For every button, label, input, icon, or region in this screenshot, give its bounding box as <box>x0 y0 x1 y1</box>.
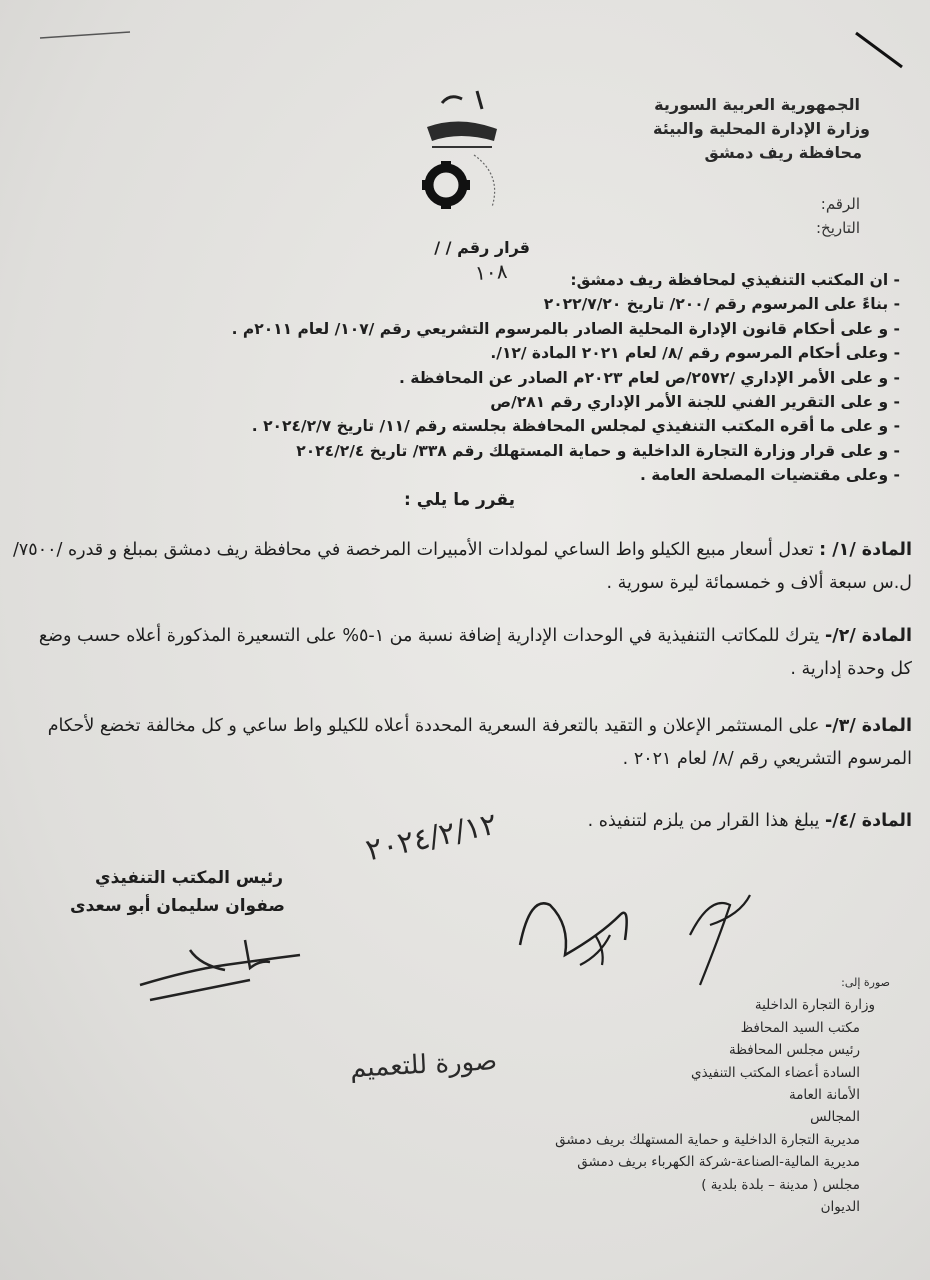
date-label: التاريخ: <box>816 219 860 237</box>
article-text: يبلغ هذا القرار من يلزم لتنفيذه . <box>587 811 820 831</box>
cc-item: السادة أعضاء المكتب التنفيذي <box>691 1064 860 1081</box>
decision-title: قرار رقم / / <box>434 238 530 257</box>
cc-item: وزارة التجارة الداخلية <box>754 997 875 1014</box>
preamble-line: - ان المكتب التنفيذي لمحافظة ريف دمشق: <box>570 271 900 289</box>
governorate-name: محافظة ريف دمشق <box>704 143 862 162</box>
preamble-line: - و على التقرير الفني للجنة الأمر الإداري رقم ٢٨١/ص <box>490 393 900 412</box>
corner-slash-mark <box>850 25 910 75</box>
article-text: يترك للمكاتب التنفيذية في الوحدات الإدارية إضافة نسبة من ١-٥% على التسعيرة المذكورة أعلاه حسب وضع كل وحدة إدارية . <box>38 626 912 679</box>
number-label: الرقم: <box>820 195 860 213</box>
cc-list <box>555 972 890 1218</box>
preamble-line: - بناءً على المرسوم رقم /٢٠٠/ تاريخ ٢٠٢٢/٧/٢٠ <box>543 295 900 314</box>
cc-item: مجلس ( مدينة – بلدة بلدية ) <box>701 1176 860 1193</box>
cc-item: مكتب السيد المحافظ <box>740 1019 860 1036</box>
preamble-line: - و على قرار وزارة التجارة الداخلية و حماية المستهلك رقم ٣٣٨/ تاريخ ٢٠٢٤/٢/٤ <box>296 441 900 460</box>
cc-heading: صورة إلى: <box>841 976 890 989</box>
article-label: المادة /٢/- <box>824 626 912 646</box>
article-label: المادة /١/ : <box>819 540 912 560</box>
cc-item: رئيس مجلس المحافظة <box>728 1042 860 1059</box>
cc-handwritten-note: صورة للتعميم <box>349 1046 498 1084</box>
pen-mark <box>30 20 140 50</box>
country-name: الجمهورية العربية السورية <box>654 95 860 114</box>
article-text: تعدل أسعار مبيع الكيلو واط الساعي لمولدات الأمبيرات المرخصة في محافظة ريف دمشق بمبلغ و قدره /٧٥٠٠/ل.س سبعة ألاف و خمسمائة ليرة سورية . <box>12 540 912 593</box>
signatory-name: صفوان سليمان أبو سعدى <box>70 896 285 916</box>
article-1 <box>12 534 912 600</box>
handwritten-date: ٢٠٢٤/٢/١٢ <box>362 806 501 869</box>
signatory-title: رئيس المكتب التنفيذي <box>95 868 284 888</box>
preamble-line: - وعلى أحكام المرسوم رقم /٨/ لعام ٢٠٢١ المادة /١٢/. <box>490 344 900 363</box>
article-text: على المستثمر الإعلان و التقيد بالتعرفة السعرية المحددة أعلاه للكيلو واط ساعي و كل مخالفة تخضع لأحكام المرسوم التشريعي رقم /٨/ لعام ٢٠٢١ . <box>47 716 912 769</box>
preamble-line: - و على أحكام قانون الإدارة المحلية الصادر بالمرسوم التشريعي رقم /١٠٧/ لعام ٢٠١١م . <box>231 319 900 338</box>
cc-item: مديرية التجارة الداخلية و حماية المستهلك بريف دمشق <box>555 1131 860 1148</box>
article-label: المادة /٤/- <box>824 811 912 831</box>
ministry-name: وزارة الإدارة المحلية والبيئة <box>652 119 870 138</box>
decision-number-handwritten: ١٠٨ <box>473 258 508 286</box>
cc-item: الأمانة العامة <box>788 1087 860 1104</box>
article-2 <box>12 620 912 686</box>
preamble <box>232 268 900 488</box>
article-3 <box>12 710 912 776</box>
article-label: المادة /٣/- <box>824 716 912 736</box>
decides-heading: يقرر ما يلي : <box>404 490 515 510</box>
cc-item: مديرية المالية-الصناعة-شركة الكهرباء بريف دمشق <box>577 1154 860 1171</box>
preamble-line: - و على الأمر الإداري /٢٥٧٢/ص لعام ٢٠٢٣م الصادر عن المحافظة . <box>398 368 900 387</box>
cc-item: الديوان <box>820 1199 860 1216</box>
signature-president <box>130 930 320 1010</box>
preamble-line: - و على ما أقره المكتب التنفيذي لمجلس المحافظة بجلسته رقم /١١/ تاريخ ٢٠٢٤/٢/٧ . <box>251 417 900 436</box>
governorate-logo <box>402 85 520 215</box>
preamble-line: - وعلى مقتضيات المصلحة العامة . <box>639 466 900 485</box>
cc-item: المجالس <box>810 1109 860 1126</box>
